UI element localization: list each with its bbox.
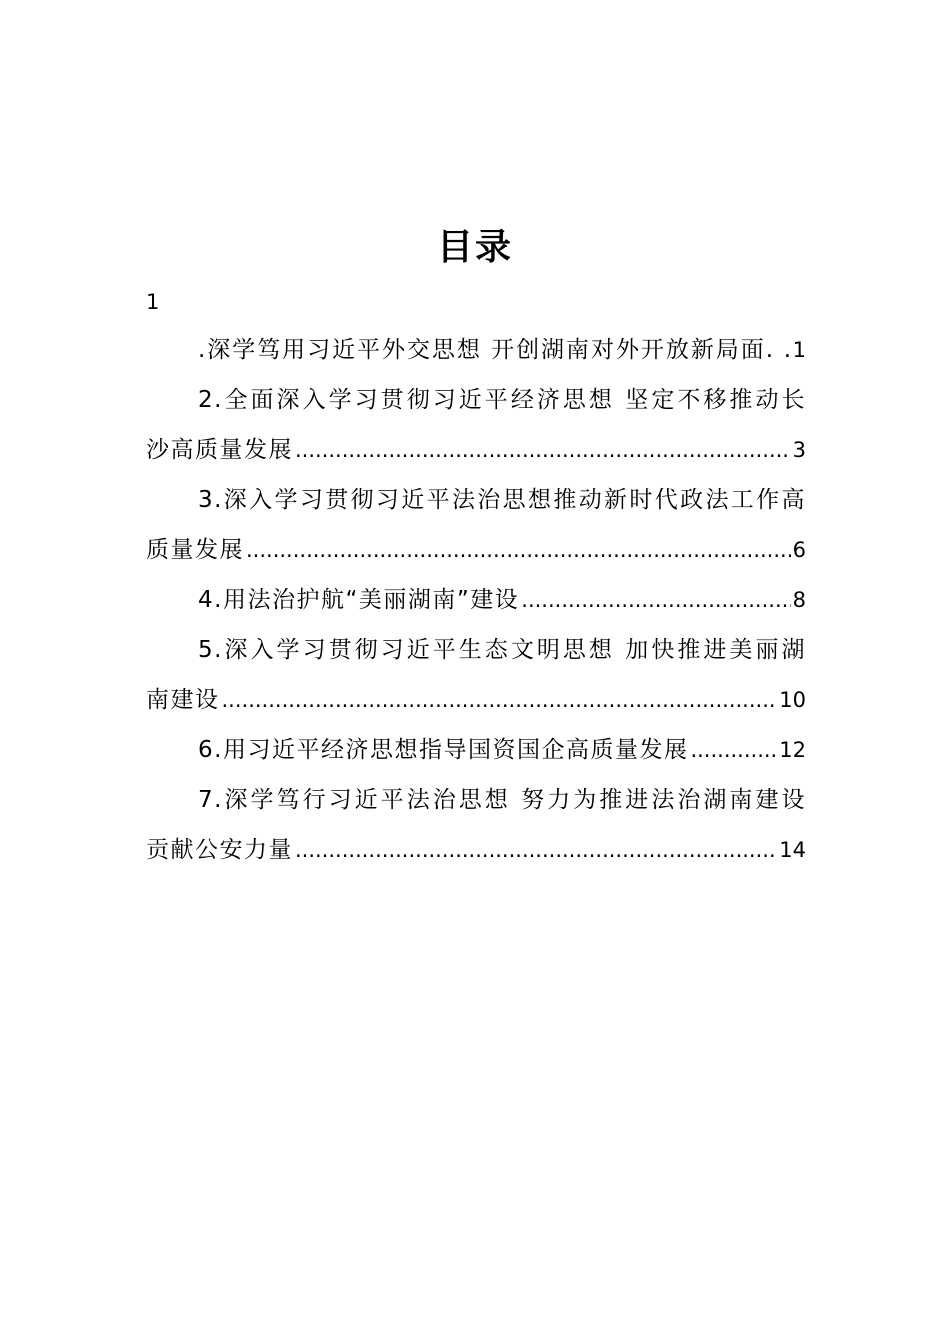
toc-leader-dots [295,425,791,475]
toc-entry-page: 8 [792,588,806,612]
toc-entry-7[interactable] [146,775,806,875]
toc-entry-title: 4.用法治护航“美丽湖南”建设 [198,587,520,613]
toc-entry-2[interactable] [146,375,806,475]
toc-entry-page: 1 [792,338,806,362]
toc-entry-1[interactable] [146,325,806,375]
toc-entry-title-continued: 南建设 [146,687,220,713]
toc-entry-title-continued: 贡献公安力量 [146,837,293,863]
toc-leader-dots [521,575,790,625]
toc-entry-page: 12 [779,738,806,762]
toc-entry-title: 2.全面深入学习贯彻习近平经济思想 坚定不移推动长 [198,387,806,413]
toc-entry-title: .深学笃用习近平外交思想 开创湖南对外开放新局面. . [198,337,793,363]
toc-entry-title: 3.深入学习贯彻习近平法治思想推动新时代政法工作高 [198,487,806,513]
toc-list [146,325,806,875]
stray-number: 1 [146,290,160,314]
toc-entry-title: 6.用习近平经济思想指导国资国企高质量发展 [198,737,689,763]
toc-entry-6[interactable] [146,725,806,775]
toc-entry-page: 6 [792,538,806,562]
toc-title: 目录 [436,226,513,268]
toc-entry-page: 14 [779,838,806,862]
toc-entry-title: 5.深入学习贯彻习近平生态文明思想 加快推进美丽湖 [198,637,806,663]
toc-entry-title-continued: 沙高质量发展 [146,437,293,463]
toc-entry-page: 3 [792,438,806,462]
toc-entry-title: 7.深学笃行习近平法治思想 努力为推进法治湖南建设 [198,787,806,813]
toc-entry-3[interactable] [146,475,806,575]
toc-leader-dots [246,525,791,575]
toc-entry-5[interactable] [146,625,806,725]
toc-entry-4[interactable] [146,575,806,625]
toc-leader-dots [690,725,777,775]
toc-leader-dots [295,825,777,875]
toc-leader-dots [222,675,778,725]
toc-entry-page: 10 [779,688,806,712]
toc-entry-title-continued: 质量发展 [146,537,244,563]
